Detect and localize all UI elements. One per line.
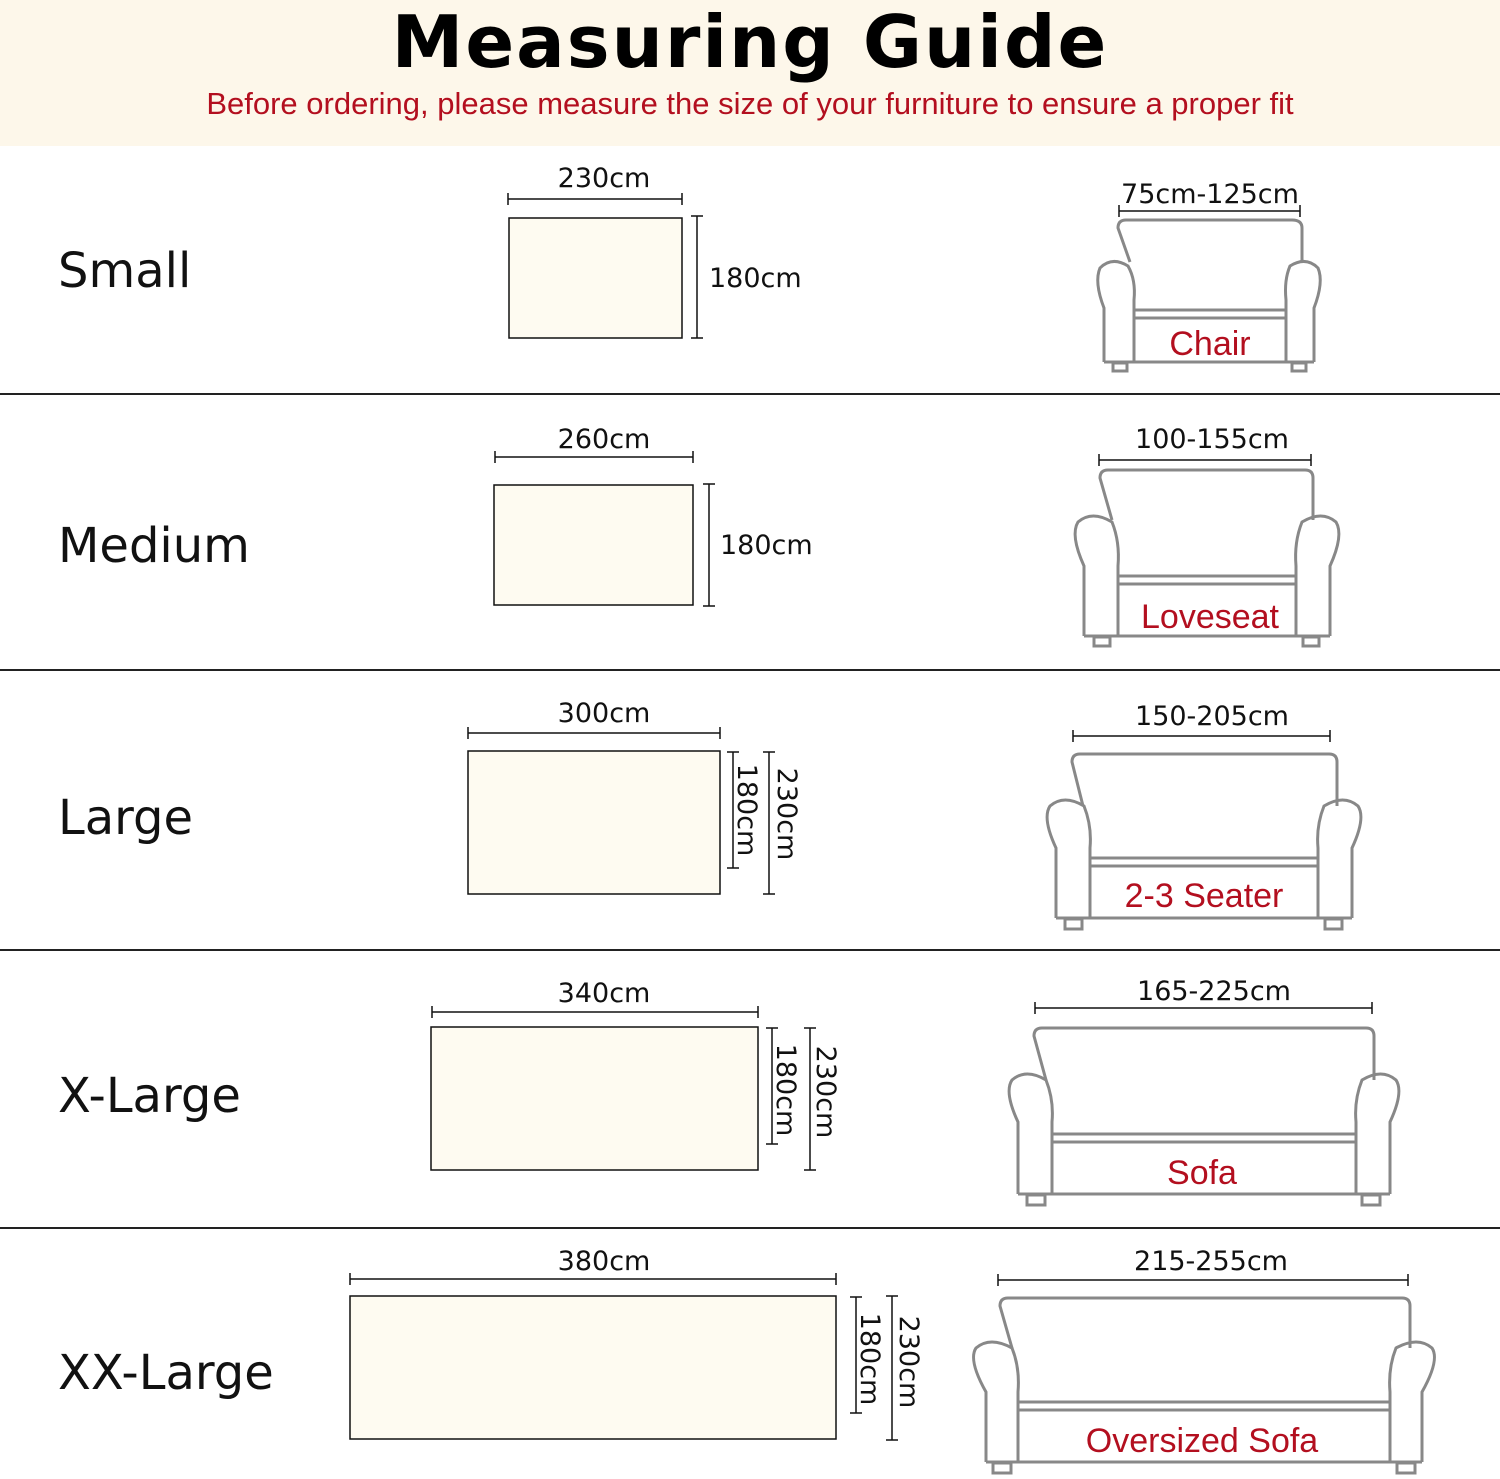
sofa-diagram	[1009, 976, 1399, 1205]
width-label: 380cm	[557, 1246, 651, 1277]
blanket-rect	[468, 751, 720, 894]
blanket-diagram-xx-large	[350, 1246, 924, 1440]
blanket-rect	[494, 485, 693, 605]
range-label: 100-155cm	[1135, 424, 1289, 455]
page-title: Measuring Guide	[391, 0, 1109, 84]
blanket-diagram-x-large	[431, 978, 841, 1170]
width-label: 230cm	[557, 163, 651, 194]
blanket-rect	[431, 1027, 758, 1170]
range-label: 75cm-125cm	[1121, 179, 1299, 210]
height-label: 180cm	[709, 263, 802, 294]
height-label: 180cm	[720, 530, 813, 561]
width-label: 300cm	[557, 698, 651, 729]
furniture-label: Oversized Sofa	[1085, 1422, 1319, 1460]
furniture-label: 2-3 Seater	[1124, 877, 1284, 915]
size-label-xx-large: XX-Large	[58, 1345, 274, 1401]
size-label-x-large: X-Large	[58, 1068, 241, 1124]
furniture-label: Chair	[1169, 325, 1251, 363]
size-label-medium: Medium	[58, 518, 250, 574]
width-label: 340cm	[557, 978, 651, 1009]
oversized-sofa-diagram	[974, 1246, 1435, 1473]
size-label-large: Large	[58, 790, 194, 846]
blanket-diagram-medium	[494, 424, 813, 606]
size-label-small: Small	[58, 243, 192, 299]
height-label: 180cm	[731, 763, 762, 857]
loveseat-diagram	[1075, 424, 1339, 646]
blanket-rect	[350, 1296, 836, 1439]
height2-label: 230cm	[810, 1045, 841, 1139]
height2-label: 230cm	[893, 1315, 924, 1409]
blanket-rect	[509, 218, 682, 338]
blanket-diagram-large	[468, 698, 802, 894]
range-label: 150-205cm	[1135, 701, 1289, 732]
furniture-label: Sofa	[1167, 1154, 1237, 1192]
height2-label: 230cm	[771, 767, 802, 861]
blanket-diagram-small	[508, 163, 802, 338]
furniture-label: Loveseat	[1141, 598, 1279, 636]
width-label: 260cm	[557, 424, 651, 455]
page-subtitle: Before ordering, please measure the size of your furniture to ensure a proper fit	[206, 86, 1294, 121]
height-label: 180cm	[770, 1043, 801, 1137]
chair-diagram	[1098, 179, 1321, 371]
range-label: 165-225cm	[1137, 976, 1291, 1007]
seater-diagram	[1047, 701, 1361, 929]
height-label: 180cm	[854, 1312, 885, 1406]
range-label: 215-255cm	[1134, 1246, 1288, 1277]
